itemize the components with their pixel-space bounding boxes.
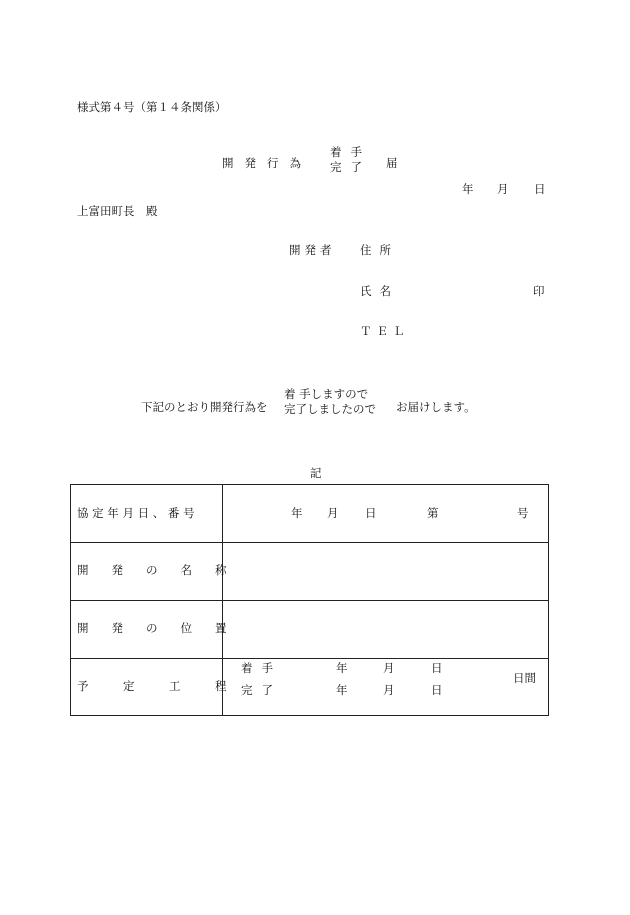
form-number: 様式第４号（第１４条関係）	[77, 100, 227, 114]
title-start-option: 着手	[330, 145, 371, 159]
agreement-year-label: 年	[291, 506, 303, 520]
date-month-label: 月	[497, 182, 509, 196]
schedule-complete-day: 日	[431, 683, 443, 697]
schedule-complete-label: 完了	[241, 683, 282, 697]
development-location-label: 開 発 の 位 置	[77, 621, 227, 635]
record-table	[70, 484, 549, 716]
planned-schedule-label: 予 定 工 程	[77, 679, 227, 693]
addressee: 上富田町長 殿	[77, 204, 158, 218]
date-year-label: 年	[462, 182, 474, 196]
title-complete-option: 完了	[330, 160, 371, 174]
agreement-date-number-label: 協 定 年 月 日 、 番 号	[77, 506, 195, 520]
developer-label: 開発者	[289, 243, 336, 257]
title-main: 開発行為	[222, 156, 312, 170]
title-suffix: 届	[386, 156, 398, 170]
tel-label: ＴＥＬ	[360, 324, 410, 338]
development-name-label: 開 発 の 名 称	[77, 563, 227, 577]
schedule-complete-year: 年	[336, 683, 348, 697]
name-label: 氏名	[360, 284, 399, 298]
agreement-month-label: 月	[327, 506, 339, 520]
agreement-number-suffix: 号	[517, 506, 529, 520]
date-day-label: 日	[534, 182, 546, 196]
schedule-start-label: 着手	[241, 661, 282, 675]
address-label: 住所	[360, 243, 399, 257]
statement-prefix: 下記のとおり開発行為を	[141, 400, 268, 414]
table-row-divider	[71, 542, 548, 543]
schedule-complete-month: 月	[383, 683, 395, 697]
agreement-number-prefix: 第	[427, 506, 439, 520]
statement-complete-option: 完了しましたので	[284, 402, 376, 416]
record-heading: 記	[310, 466, 322, 480]
statement-suffix: お届けします。	[396, 400, 476, 414]
table-row-divider	[71, 658, 548, 659]
agreement-day-label: 日	[365, 506, 377, 520]
schedule-days-label: 日間	[513, 671, 536, 685]
table-row-divider	[71, 600, 548, 601]
schedule-start-month: 月	[383, 661, 395, 675]
seal-mark: 印	[533, 284, 545, 298]
statement-start-option: 着 手しますので	[284, 387, 369, 401]
schedule-start-year: 年	[336, 661, 348, 675]
schedule-start-day: 日	[431, 661, 443, 675]
